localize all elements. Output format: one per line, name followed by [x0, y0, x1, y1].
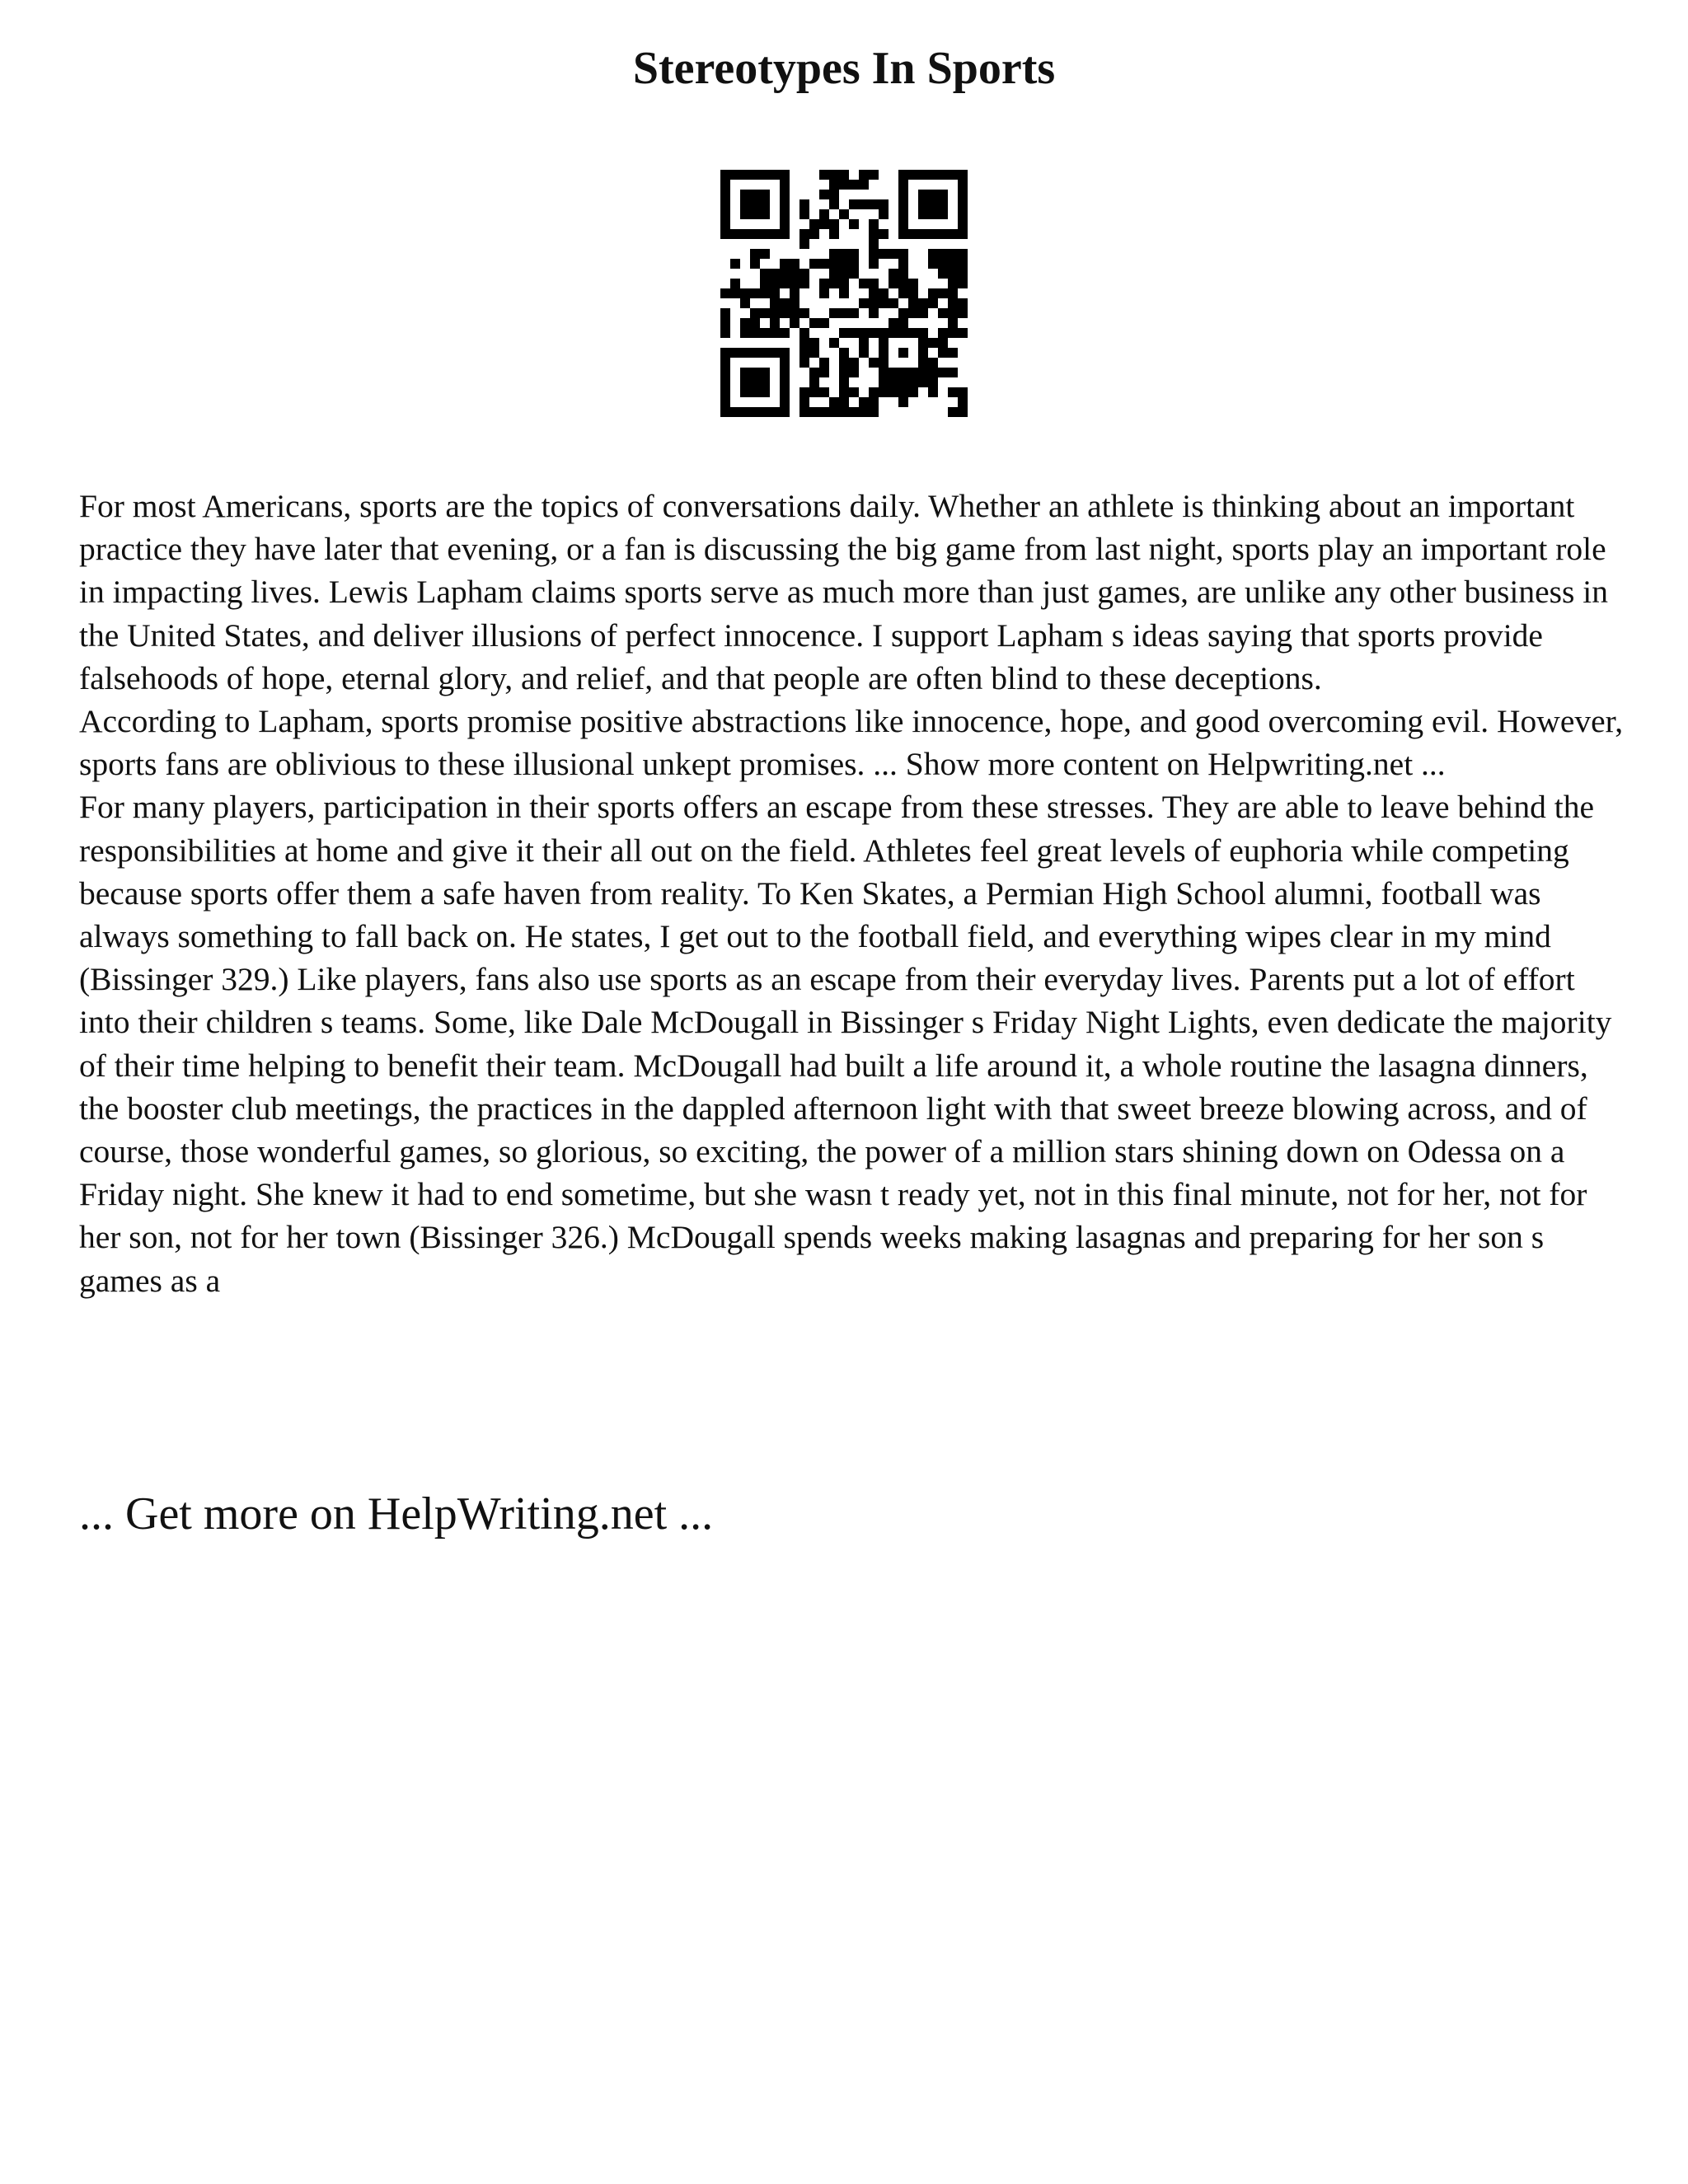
body-paragraph-1: For most Americans, sports are the topics of conversations daily. Whether an athlete is thinking about an important practice they have later that evening, or a fan is discussing the big game from last night, sports play an important role in impacting lives. Lewis Lapham claims sports serve as much more than just games, are unlike any other business in the United States, and deliver illusions of perfect innocence. I support Lapham s ideas saying that sports provide falsehoods of hope, eternal glory, and relief, and that people are often blind to these deceptions.	[79, 488, 1608, 696]
body-paragraph-3: For many players, participation in their sports offers an escape from these stresses. They are able to leave behind the responsibilities at home and give it their all out on the field. Athletes feel great levels of euphoria while competing because sports offer them a safe haven from reality. To Ken Skates, a Permian High School alumni, football was always something to fall back on. He states, I get out to the football field, and everything wipes clear in my mind (Bissinger 329.) Like players, fans also use sports as an escape from their everyday lives. Parents put a lot of effort into their children s teams. Some, like Dale McDougall in Bissinger s Friday Night Lights, even dedicate the majority of their time helping to benefit their team. McDougall had built a life around it, a whole routine the lasagna dinners, the booster club meetings, the practices in the dappled afternoon light with that sweet breeze blowing across, and of course, those wonderful games, so glorious, so exciting, the power of a million stars shining down on Odessa on a Friday night. She knew it had to end sometime, but she wasn t ready yet, not in this final minute, not for her, not for her son, not for her town (Bissinger 326.) McDougall spends weeks making lasagnas and preparing for her son s games as a	[79, 789, 1612, 1299]
document-title: Stereotypes In Sports	[632, 43, 1056, 94]
get-more-link[interactable]: ... Get more on HelpWriting.net ...	[79, 1488, 714, 1540]
document-body	[79, 485, 1629, 1302]
qr-code-icon[interactable]	[720, 170, 968, 417]
qr-code-graphic	[720, 170, 968, 417]
body-paragraph-2: According to Lapham, sports promise positive abstractions like innocence, hope, and good overcoming evil. However, sports fans are oblivious to these illusional unkept promises. ... Show more content on Helpwriting.net ...	[79, 703, 1624, 783]
